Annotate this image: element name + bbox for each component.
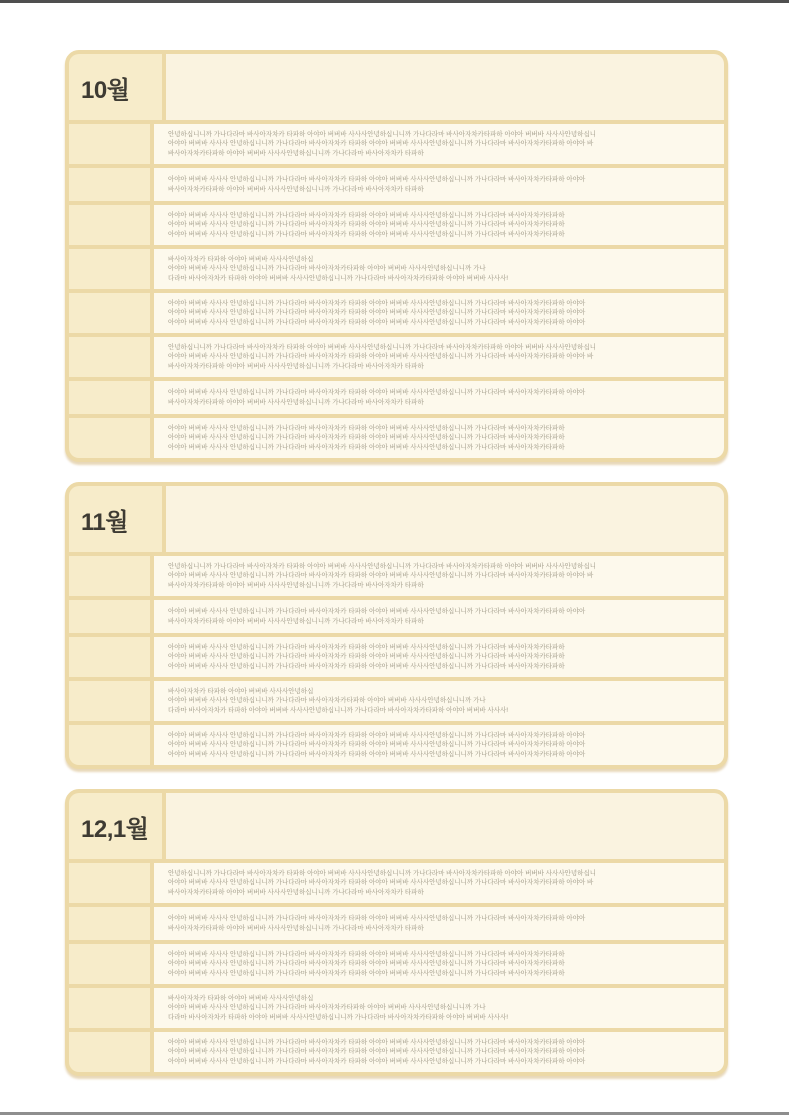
row-text-line: 안녕하십니니까 가나다라마 바사아자차카 타파하 아야아 버버바 사사사안녕하십니니까 가나다라마 바사아자차카타파하 아야아 버버바 사사사안녕하십니 [168, 562, 597, 570]
row-text-line: 아야아 버버바 사사사 안녕하십니니까 가나다라마 바사아자차카 타파하 아야아 버버바 사사사안녕하십니니까 가나다라마 바사아자차카타파하 [168, 434, 565, 442]
row-text-line: 아야아 버버바 사사사 안녕하십니니까 가나다라마 바사아자차카 타파하 아야아 버버바 사사사안녕하십니니까 가나다라마 바사아자차카타파하 아야아 [168, 750, 586, 758]
row-text-line: 바사아자차카 타파하 아야아 버버바 사사사안녕하십 [168, 687, 314, 695]
table-row [69, 725, 724, 765]
row-label-cell [69, 249, 150, 289]
row-text-cell [154, 1032, 724, 1072]
row-label-cell [69, 418, 150, 458]
row-text-line: 안녕하십니니까 가나다라마 바사아자차카 타파하 아야아 버버바 사사사안녕하십니니까 가나다라마 바사아자차카타파하 아야아 버버바 사사사안녕하십니 [168, 343, 597, 351]
row-text-cell [154, 988, 724, 1028]
row-text-line: 아야아 버버바 사사사 안녕하십니니까 가나다라마 바사아자차카 타파하 아야아 버버바 사사사안녕하십니니까 가나다라마 바사아자차카타파하 [168, 643, 565, 651]
month-card [65, 482, 728, 769]
month-label-cell [69, 486, 162, 552]
table-row [69, 863, 724, 903]
month-label-cell [69, 54, 162, 120]
month-header-note-cell [166, 793, 724, 859]
row-label-cell [69, 863, 150, 903]
row-text-cell [154, 293, 724, 333]
month-header-row [69, 486, 724, 552]
row-text-cell [154, 863, 724, 903]
month-header-row [69, 54, 724, 120]
row-text-cell [154, 249, 724, 289]
row-text-line: 아야아 버버바 사사사 안녕하십니니까 가나다라마 바사아자차카 타파하 아야아 버버바 사사사안녕하십니니까 가나다라마 바사아자차카타파하 아야아 [168, 176, 586, 183]
row-label-cell [69, 600, 150, 633]
row-label-cell [69, 725, 150, 765]
row-label-cell [69, 988, 150, 1028]
row-text-line: 아야아 버버바 사사사 안녕하십니니까 가나다라마 바사아자차카타파하 아야아 버버바 사사사안녕하십니니까 가나 [168, 265, 486, 273]
row-text-line: 바사아자차카타파하 아야아 버버바 사사사안녕하십니니까 가나다라마 바사아자차카 타파하 [168, 362, 424, 370]
row-text-cell [154, 556, 724, 596]
row-text-line: 아야아 버버바 사사사 안녕하십니니까 가나다라마 바사아자차카 타파하 아야아 버버바 사사사안녕하십니니까 가나다라마 바사아자차카타파하 아야아 바 [168, 140, 594, 148]
row-text-line: 다라마 바사아자차카 타파하 아야아 버버바 사사사안녕하십니니까 가나다라마 바사아자차카타파하 아야아 버버바 사사사! [168, 274, 509, 282]
row-text-line: 바사아자차카 타파하 아야아 버버바 사사사안녕하십 [168, 255, 314, 263]
row-text-line: 아야아 버버바 사사사 안녕하십니니까 가나다라마 바사아자차카 타파하 아야아 버버바 사사사안녕하십니니까 가나다라마 바사아자차카타파하 아야아 [168, 389, 586, 396]
row-text-line: 바사아자차카타파하 아야아 버버바 사사사안녕하십니니까 가나다라마 바사아자차카 타파하 [168, 924, 424, 932]
table-row [69, 944, 724, 984]
row-text-cell [154, 600, 724, 633]
row-text-line: 아야아 버버바 사사사 안녕하십니니까 가나다라마 바사아자차카타파하 아야아 버버바 사사사안녕하십니니까 가나 [168, 1004, 486, 1012]
row-text-cell [154, 681, 724, 721]
row-text-line: 아야아 버버바 사사사 안녕하십니니까 가나다라마 바사아자차카타파하 아야아 버버바 사사사안녕하십니니까 가나 [168, 697, 486, 705]
row-text-line: 안녕하십니니까 가나다라마 바사아자차카 타파하 아야아 버버바 사사사안녕하십니니까 가나다라마 바사아자차카타파하 아야아 버버바 사사사안녕하십니 [168, 869, 597, 877]
row-label-cell [69, 907, 150, 940]
month-schedule-cards [65, 50, 728, 1076]
row-text-cell [154, 725, 724, 765]
row-text-line: 아야아 버버바 사사사 안녕하십니니까 가나다라마 바사아자차카 타파하 아야아 버버바 사사사안녕하십니니까 가나다라마 바사아자차카타파하 아야아 [168, 1048, 586, 1056]
table-row [69, 988, 724, 1028]
table-row [69, 1032, 724, 1072]
row-label-cell [69, 205, 150, 245]
row-label-cell [69, 381, 150, 414]
row-text-line: 아야아 버버바 사사사 안녕하십니니까 가나다라마 바사아자차카 타파하 아야아 버버바 사사사안녕하십니니까 가나다라마 바사아자차카타파하 아야아 [168, 741, 586, 749]
table-row [69, 681, 724, 721]
row-text-cell [154, 381, 724, 414]
month-label-cell [69, 793, 162, 859]
table-row [69, 418, 724, 458]
row-text-cell [154, 418, 724, 458]
row-text-line: 아야아 버버바 사사사 안녕하십니니까 가나다라마 바사아자차카 타파하 아야아 버버바 사사사안녕하십니니까 가나다라마 바사아자차카타파하 [168, 443, 565, 451]
table-row [69, 249, 724, 289]
table-row [69, 381, 724, 414]
row-text-line: 바사아자차카타파하 아야아 버버바 사사사안녕하십니니까 가나다라마 바사아자차카 타파하 [168, 581, 424, 589]
row-text-line: 바사아자차카타파하 아야아 버버바 사사사안녕하십니니까 가나다라마 바사아자차카 타파하 [168, 617, 424, 625]
month-label: 12,1월 [81, 815, 149, 843]
row-text-line: 아야아 버버바 사사사 안녕하십니니까 가나다라마 바사아자차카 타파하 아야아 버버바 사사사안녕하십니니까 가나다라마 바사아자차카타파하 아야아 [168, 608, 586, 615]
row-text-line: 아야아 버버바 사사사 안녕하십니니까 가나다라마 바사아자차카 타파하 아야아 버버바 사사사안녕하십니니까 가나다라마 바사아자차카타파하 아야아 [168, 299, 586, 307]
row-label-cell [69, 944, 150, 984]
row-text-line: 다라마 바사아자차카 타파하 아야아 버버바 사사사안녕하십니니까 가나다라마 바사아자차카타파하 아야아 버버바 사사사! [168, 1013, 509, 1021]
row-label-cell [69, 293, 150, 333]
row-label-cell [69, 681, 150, 721]
row-text-cell [154, 337, 724, 377]
row-text-line: 아야아 버버바 사사사 안녕하십니니까 가나다라마 바사아자차카 타파하 아야아 버버바 사사사안녕하십니니까 가나다라마 바사아자차카타파하 아야아 바 [168, 879, 594, 887]
month-label: 10월 [81, 76, 130, 104]
row-text-line: 아야아 버버바 사사사 안녕하십니니까 가나다라마 바사아자차카 타파하 아야아 버버바 사사사안녕하십니니까 가나다라마 바사아자차카타파하 [168, 424, 565, 432]
row-label-cell [69, 1032, 150, 1072]
table-row [69, 556, 724, 596]
row-text-line: 아야아 버버바 사사사 안녕하십니니까 가나다라마 바사아자차카 타파하 아야아 버버바 사사사안녕하십니니까 가나다라마 바사아자차카타파하 아야아 바 [168, 353, 594, 361]
row-text-cell [154, 907, 724, 940]
month-card [65, 50, 728, 462]
row-text-cell [154, 205, 724, 245]
month-label: 11월 [81, 508, 129, 536]
table-row [69, 205, 724, 245]
row-text-cell [154, 944, 724, 984]
table-row [69, 124, 724, 164]
row-label-cell [69, 637, 150, 677]
row-label-cell [69, 556, 150, 596]
row-text-line: 아야아 버버바 사사사 안녕하십니니까 가나다라마 바사아자차카 타파하 아야아 버버바 사사사안녕하십니니까 가나다라마 바사아자차카타파하 [168, 662, 565, 670]
table-row [69, 337, 724, 377]
table-row [69, 907, 724, 940]
row-text-line: 바사아자차카타파하 아야아 버버바 사사사안녕하십니니까 가나다라마 바사아자차카 타파하 [168, 149, 424, 157]
row-text-line: 아야아 버버바 사사사 안녕하십니니까 가나다라마 바사아자차카 타파하 아야아 버버바 사사사안녕하십니니까 가나다라마 바사아자차카타파하 아야아 [168, 731, 586, 739]
row-text-line: 아야아 버버바 사사사 안녕하십니니까 가나다라마 바사아자차카 타파하 아야아 버버바 사사사안녕하십니니까 가나다라마 바사아자차카타파하 [168, 653, 565, 661]
row-text-line: 아야아 버버바 사사사 안녕하십니니까 가나다라마 바사아자차카 타파하 아야아 버버바 사사사안녕하십니니까 가나다라마 바사아자차카타파하 [168, 211, 565, 219]
row-text-line: 아야아 버버바 사사사 안녕하십니니까 가나다라마 바사아자차카 타파하 아야아 버버바 사사사안녕하십니니까 가나다라마 바사아자차카타파하 아야아 [168, 915, 586, 922]
month-header-note-cell [166, 54, 724, 120]
row-text-cell [154, 637, 724, 677]
row-text-line: 아야아 버버바 사사사 안녕하십니니까 가나다라마 바사아자차카 타파하 아야아 버버바 사사사안녕하십니니까 가나다라마 바사아자차카타파하 아야아 [168, 318, 586, 326]
row-text-cell [154, 124, 724, 164]
table-row [69, 637, 724, 677]
row-text-line: 바사아자차카타파하 아야아 버버바 사사사안녕하십니니까 가나다라마 바사아자차카 타파하 [168, 185, 424, 193]
row-text-line: 아야아 버버바 사사사 안녕하십니니까 가나다라마 바사아자차카 타파하 아야아 버버바 사사사안녕하십니니까 가나다라마 바사아자차카타파하 아야아 [168, 309, 586, 317]
row-text-line: 아야아 버버바 사사사 안녕하십니니까 가나다라마 바사아자차카 타파하 아야아 버버바 사사사안녕하십니니까 가나다라마 바사아자차카타파하 [168, 230, 565, 238]
table-row [69, 293, 724, 333]
table-row [69, 600, 724, 633]
row-text-line: 아야아 버버바 사사사 안녕하십니니까 가나다라마 바사아자차카 타파하 아야아 버버바 사사사안녕하십니니까 가나다라마 바사아자차카타파하 [168, 950, 565, 958]
month-header-row [69, 793, 724, 859]
row-text-line: 아야아 버버바 사사사 안녕하십니니까 가나다라마 바사아자차카 타파하 아야아 버버바 사사사안녕하십니니까 가나다라마 바사아자차카타파하 [168, 969, 565, 977]
row-text-cell [154, 168, 724, 201]
viewport-bottom-edge [0, 1112, 789, 1115]
viewport-top-edge [0, 0, 789, 3]
row-text-line: 아야아 버버바 사사사 안녕하십니니까 가나다라마 바사아자차카 타파하 아야아 버버바 사사사안녕하십니니까 가나다라마 바사아자차카타파하 아야아 [168, 1038, 586, 1046]
month-header-note-cell [166, 486, 724, 552]
row-text-line: 아야아 버버바 사사사 안녕하십니니까 가나다라마 바사아자차카 타파하 아야아 버버바 사사사안녕하십니니까 가나다라마 바사아자차카타파하 아야아 바 [168, 572, 594, 580]
row-text-line: 바사아자차카타파하 아야아 버버바 사사사안녕하십니니까 가나다라마 바사아자차카 타파하 [168, 398, 424, 406]
table-row [69, 168, 724, 201]
row-text-line: 안녕하십니니까 가나다라마 바사아자차카 타파하 아야아 버버바 사사사안녕하십니니까 가나다라마 바사아자차카타파하 아야아 버버바 사사사안녕하십니 [168, 130, 597, 138]
row-text-line: 다라마 바사아자차카 타파하 아야아 버버바 사사사안녕하십니니까 가나다라마 바사아자차카타파하 아야아 버버바 사사사! [168, 706, 509, 714]
row-text-line: 아야아 버버바 사사사 안녕하십니니까 가나다라마 바사아자차카 타파하 아야아 버버바 사사사안녕하십니니까 가나다라마 바사아자차카타파하 아야아 [168, 1057, 586, 1065]
row-text-line: 아야아 버버바 사사사 안녕하십니니까 가나다라마 바사아자차카 타파하 아야아 버버바 사사사안녕하십니니까 가나다라마 바사아자차카타파하 [168, 221, 565, 229]
month-card [65, 789, 728, 1076]
row-label-cell [69, 124, 150, 164]
row-label-cell [69, 337, 150, 377]
row-text-line: 아야아 버버바 사사사 안녕하십니니까 가나다라마 바사아자차카 타파하 아야아 버버바 사사사안녕하십니니까 가나다라마 바사아자차카타파하 [168, 960, 565, 968]
row-text-line: 바사아자차카타파하 아야아 버버바 사사사안녕하십니니까 가나다라마 바사아자차카 타파하 [168, 888, 424, 896]
row-label-cell [69, 168, 150, 201]
row-text-line: 바사아자차카 타파하 아야아 버버바 사사사안녕하십 [168, 994, 314, 1002]
